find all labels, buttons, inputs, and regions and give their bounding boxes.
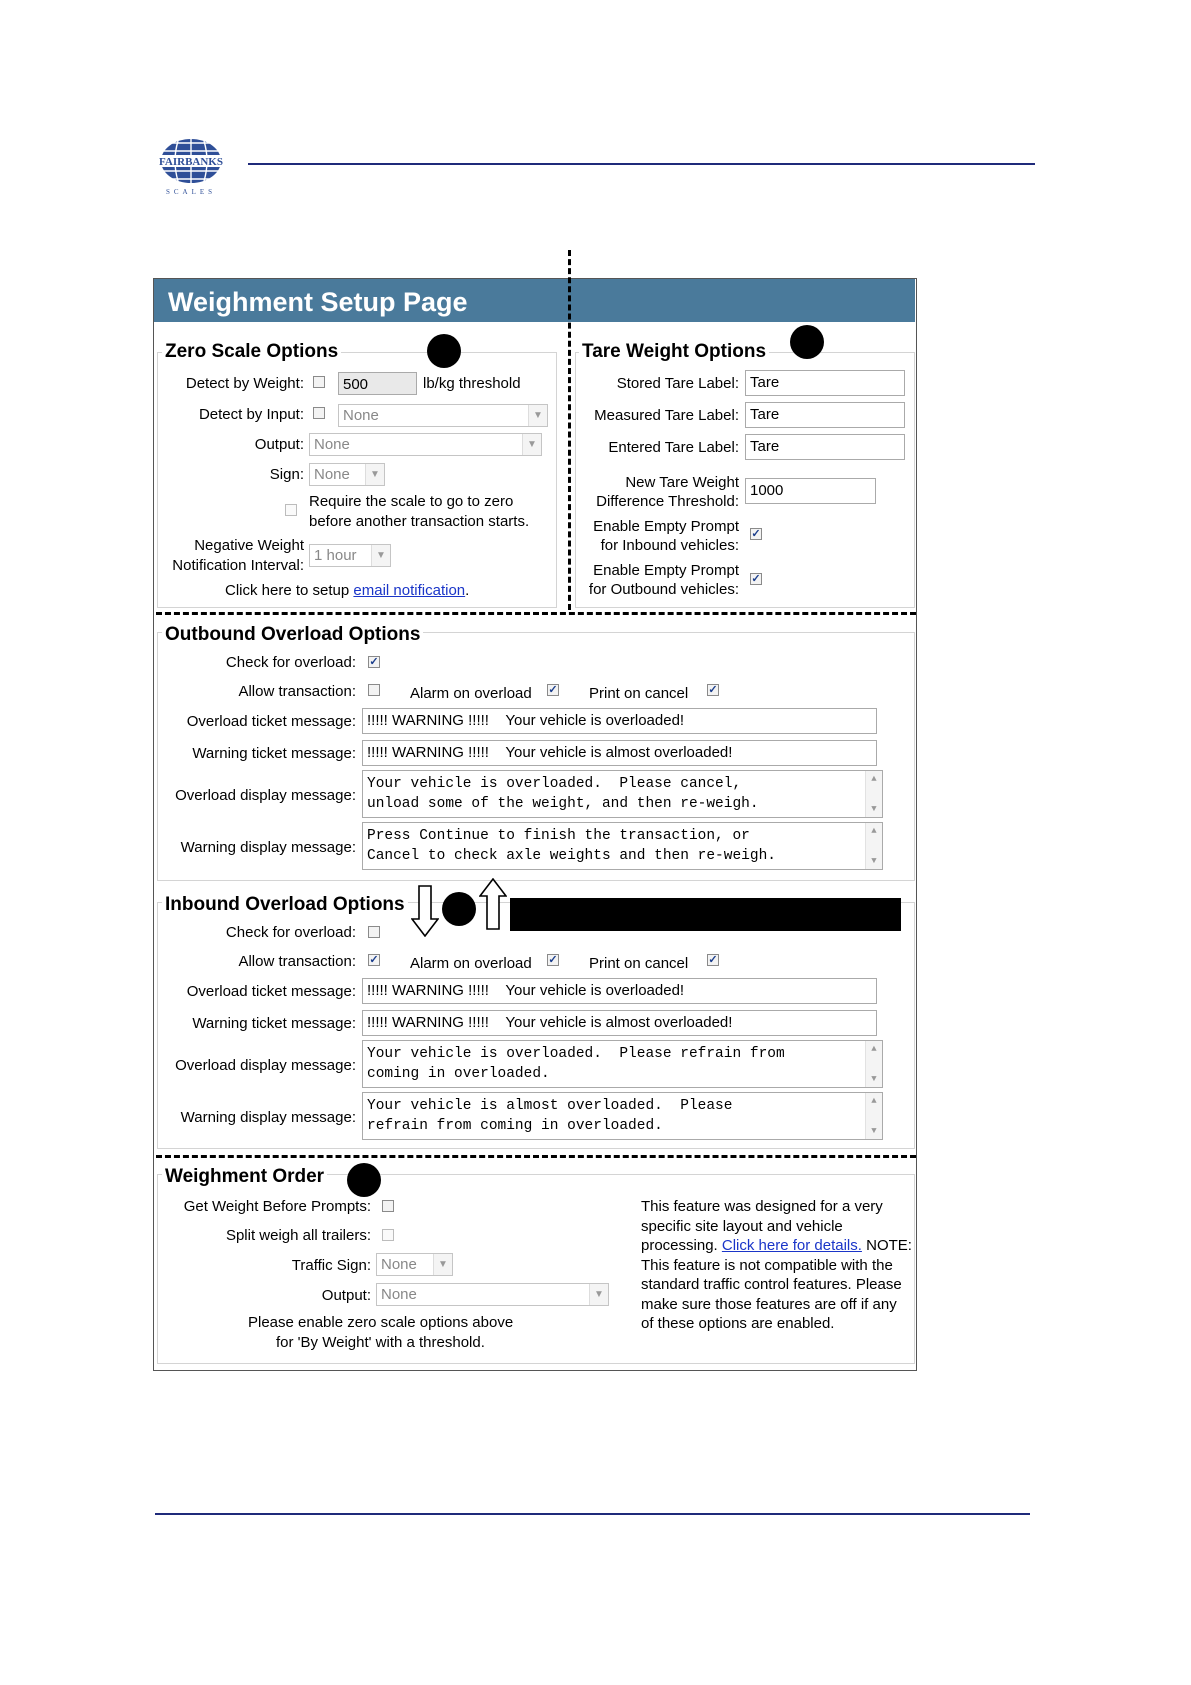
inbound-check-label: Check for overload: [225, 924, 356, 941]
footer-rule [155, 1513, 1030, 1515]
callout-marker [442, 892, 476, 926]
dashed-divider-1 [156, 612, 916, 615]
outbound-overload-legend: Outbound Overload Options [162, 624, 423, 646]
tare-threshold-input[interactable]: 1000 [745, 478, 876, 504]
outbound-overload-display-text: Your vehicle is overloaded. Please cancel, unload some of the weight, and then re-weigh. [367, 776, 759, 812]
inbound-check-checkbox[interactable] [368, 926, 380, 938]
inbound-print-checkbox[interactable]: ✓ [708, 954, 718, 966]
zero-scale-legend: Zero Scale Options [162, 341, 341, 363]
outbound-alarm-checkbox[interactable]: ✓ [548, 684, 558, 696]
traffic-sign-label: Traffic Sign: [291, 1257, 371, 1274]
weighment-order-legend: Weighment Order [162, 1166, 327, 1188]
zero-output-value: None [314, 436, 350, 453]
measured-tare-input[interactable]: Tare [745, 402, 905, 428]
outbound-warning-ticket-label: Warning ticket message: [192, 745, 356, 762]
inbound-warning-display-label: Warning display message: [180, 1109, 356, 1126]
chevron-down-icon: ▼ [589, 1284, 608, 1305]
outbound-empty-label-1: Enable Empty Prompt [593, 562, 739, 579]
inbound-empty-label-2: for Inbound vehicles: [600, 537, 739, 554]
order-hint-line2: for 'By Weight' with a threshold. [276, 1334, 485, 1351]
negative-weight-label-2: Notification Interval: [172, 557, 304, 574]
get-weight-label: Get Weight Before Prompts: [183, 1198, 371, 1215]
email-notification-link[interactable]: email notification [353, 582, 466, 599]
feature-note-text-1: This feature was designed for a very specific site layout and vehicle processing. [641, 1198, 883, 1254]
callout-marker [790, 325, 824, 359]
weight-threshold-input[interactable]: 500 [338, 372, 417, 395]
inbound-print-label: Print on cancel [589, 955, 689, 972]
scrollbar[interactable] [865, 1093, 882, 1139]
split-weigh-checkbox[interactable] [382, 1229, 394, 1241]
entered-tare-input[interactable]: Tare [745, 434, 905, 460]
outbound-empty-label-2: for Outbound vehicles: [588, 581, 739, 598]
dashed-divider-vertical [568, 250, 571, 610]
scrollbar[interactable] [865, 771, 882, 817]
outbound-warning-display-label: Warning display message: [180, 839, 356, 856]
inbound-alarm-label: Alarm on overload [410, 955, 532, 972]
inbound-empty-label-1: Enable Empty Prompt [593, 518, 739, 535]
detect-by-weight-checkbox[interactable] [313, 376, 325, 388]
require-zero-line1: Require the scale to go to zero [309, 493, 514, 510]
redaction-bar [510, 898, 901, 931]
inbound-empty-checkbox[interactable]: ✓ [751, 528, 761, 540]
inbound-warning-ticket-input[interactable]: !!!!! WARNING !!!!! Your vehicle is almost overloaded! [362, 1010, 877, 1036]
fairbanks-logo [150, 137, 232, 197]
arrow-up-icon [479, 878, 507, 930]
title-bar [154, 279, 915, 322]
detect-by-input-value: None [343, 407, 379, 424]
email-setup-text [225, 581, 469, 600]
negative-weight-label-1: Negative Weight [194, 537, 304, 554]
split-weigh-label: Split weigh all trailers: [225, 1227, 371, 1244]
scroll-up-icon: ▲ [871, 774, 877, 784]
inbound-overload-display-textarea[interactable] [362, 1040, 883, 1088]
email-setup-prefix: Click here to setup [225, 582, 354, 599]
scroll-up-icon: ▲ [871, 1044, 877, 1054]
outbound-overload-display-textarea[interactable] [362, 770, 883, 818]
tare-threshold-label-1: New Tare Weight [625, 474, 739, 491]
outbound-allow-label: Allow transaction: [238, 683, 356, 700]
inbound-overload-legend: Inbound Overload Options [162, 894, 408, 916]
outbound-overload-ticket-input[interactable]: !!!!! WARNING !!!!! Your vehicle is overloaded! [362, 708, 877, 734]
inbound-overload-display-text: Your vehicle is overloaded. Please refrain from coming in overloaded. [367, 1046, 785, 1082]
scroll-down-icon: ▼ [871, 804, 877, 814]
dashed-divider-2 [156, 1155, 916, 1158]
stored-tare-input[interactable]: Tare [745, 370, 905, 396]
logo-text: FAIRBANKS [159, 156, 223, 168]
outbound-print-checkbox[interactable]: ✓ [708, 684, 718, 696]
order-hint-line1: Please enable zero scale options above [248, 1314, 514, 1331]
zero-output-label: Output: [254, 436, 304, 453]
stored-tare-label: Stored Tare Label: [616, 375, 739, 392]
logo-subtext: SCALES [165, 188, 217, 196]
outbound-check-checkbox[interactable]: ✓ [369, 656, 379, 668]
detect-by-weight-label: Detect by Weight: [185, 375, 304, 392]
feature-note [641, 1197, 913, 1334]
detect-by-input-label: Detect by Input: [198, 406, 304, 423]
chevron-down-icon: ▼ [365, 464, 384, 485]
traffic-sign-select[interactable] [376, 1253, 453, 1276]
chevron-down-icon: ▼ [433, 1254, 452, 1275]
scroll-down-icon: ▼ [871, 1126, 877, 1136]
negative-interval-select[interactable] [309, 544, 391, 567]
scrollbar[interactable] [865, 823, 882, 869]
chevron-down-icon: ▼ [522, 434, 541, 455]
scrollbar[interactable] [865, 1041, 882, 1087]
order-output-value: None [381, 1286, 417, 1303]
zero-output-select[interactable] [309, 433, 542, 456]
chevron-down-icon: ▼ [528, 405, 547, 426]
detect-by-input-select[interactable] [338, 404, 548, 427]
outbound-empty-checkbox[interactable]: ✓ [751, 573, 761, 585]
inbound-overload-ticket-input[interactable]: !!!!! WARNING !!!!! Your vehicle is overloaded! [362, 978, 877, 1004]
outbound-warning-display-textarea[interactable] [362, 822, 883, 870]
callout-marker [427, 334, 461, 368]
arrow-down-icon [411, 885, 439, 937]
outbound-allow-checkbox[interactable] [368, 684, 380, 696]
order-output-select[interactable] [376, 1283, 609, 1306]
outbound-alarm-label: Alarm on overload [410, 685, 532, 702]
order-output-label: Output: [321, 1287, 371, 1304]
email-setup-suffix: . [465, 582, 470, 599]
feature-note-text-2: NOTE: This feature is not compatible with the standard traffic control features. Please make sure those features are off if any of these options are enabled. [641, 1237, 912, 1332]
entered-tare-label: Entered Tare Label: [608, 439, 739, 456]
details-link[interactable]: Click here for details. [721, 1237, 862, 1254]
inbound-warning-display-text: Your vehicle is almost overloaded. Please refrain from coming in overloaded. [367, 1098, 733, 1134]
sign-label: Sign: [269, 466, 304, 483]
inbound-warning-ticket-label: Warning ticket message: [192, 1015, 356, 1032]
scroll-up-icon: ▲ [871, 1096, 877, 1106]
outbound-overload-ticket-label: Overload ticket message: [186, 713, 356, 730]
scroll-up-icon: ▲ [871, 826, 877, 836]
negative-interval-value: 1 hour [314, 547, 357, 564]
outbound-warning-display-text: Press Continue to finish the transaction, or Cancel to check axle weights and then re-weigh. [367, 828, 776, 864]
inbound-allow-label: Allow transaction: [238, 953, 356, 970]
tare-threshold-label-2: Difference Threshold: [596, 493, 739, 510]
scroll-down-icon: ▼ [871, 856, 877, 866]
traffic-sign-value: None [381, 1256, 417, 1273]
inbound-overload-ticket-label: Overload ticket message: [186, 983, 356, 1000]
require-zero-line2: before another transaction starts. [309, 513, 530, 530]
inbound-alarm-checkbox[interactable]: ✓ [548, 954, 558, 966]
chevron-down-icon: ▼ [371, 545, 390, 566]
measured-tare-label: Measured Tare Label: [594, 407, 739, 424]
get-weight-checkbox[interactable] [382, 1200, 394, 1212]
tare-weight-legend: Tare Weight Options [579, 341, 769, 363]
detect-by-input-checkbox[interactable] [313, 407, 325, 419]
callout-marker [347, 1163, 381, 1197]
outbound-check-label: Check for overload: [225, 654, 356, 671]
inbound-warning-display-textarea[interactable] [362, 1092, 883, 1140]
header-rule [248, 163, 1035, 165]
sign-select[interactable] [309, 463, 385, 486]
threshold-unit-label: lb/kg threshold [423, 375, 521, 392]
outbound-overload-display-label: Overload display message: [175, 787, 356, 804]
inbound-allow-checkbox[interactable]: ✓ [369, 954, 379, 966]
page-title: Weighment Setup Page [168, 287, 468, 317]
scroll-down-icon: ▼ [871, 1074, 877, 1084]
outbound-print-label: Print on cancel [589, 685, 689, 702]
inbound-overload-display-label: Overload display message: [175, 1057, 356, 1074]
sign-value: None [314, 466, 350, 483]
outbound-warning-ticket-input[interactable]: !!!!! WARNING !!!!! Your vehicle is almost overloaded! [362, 740, 877, 766]
require-zero-checkbox[interactable] [285, 504, 297, 516]
